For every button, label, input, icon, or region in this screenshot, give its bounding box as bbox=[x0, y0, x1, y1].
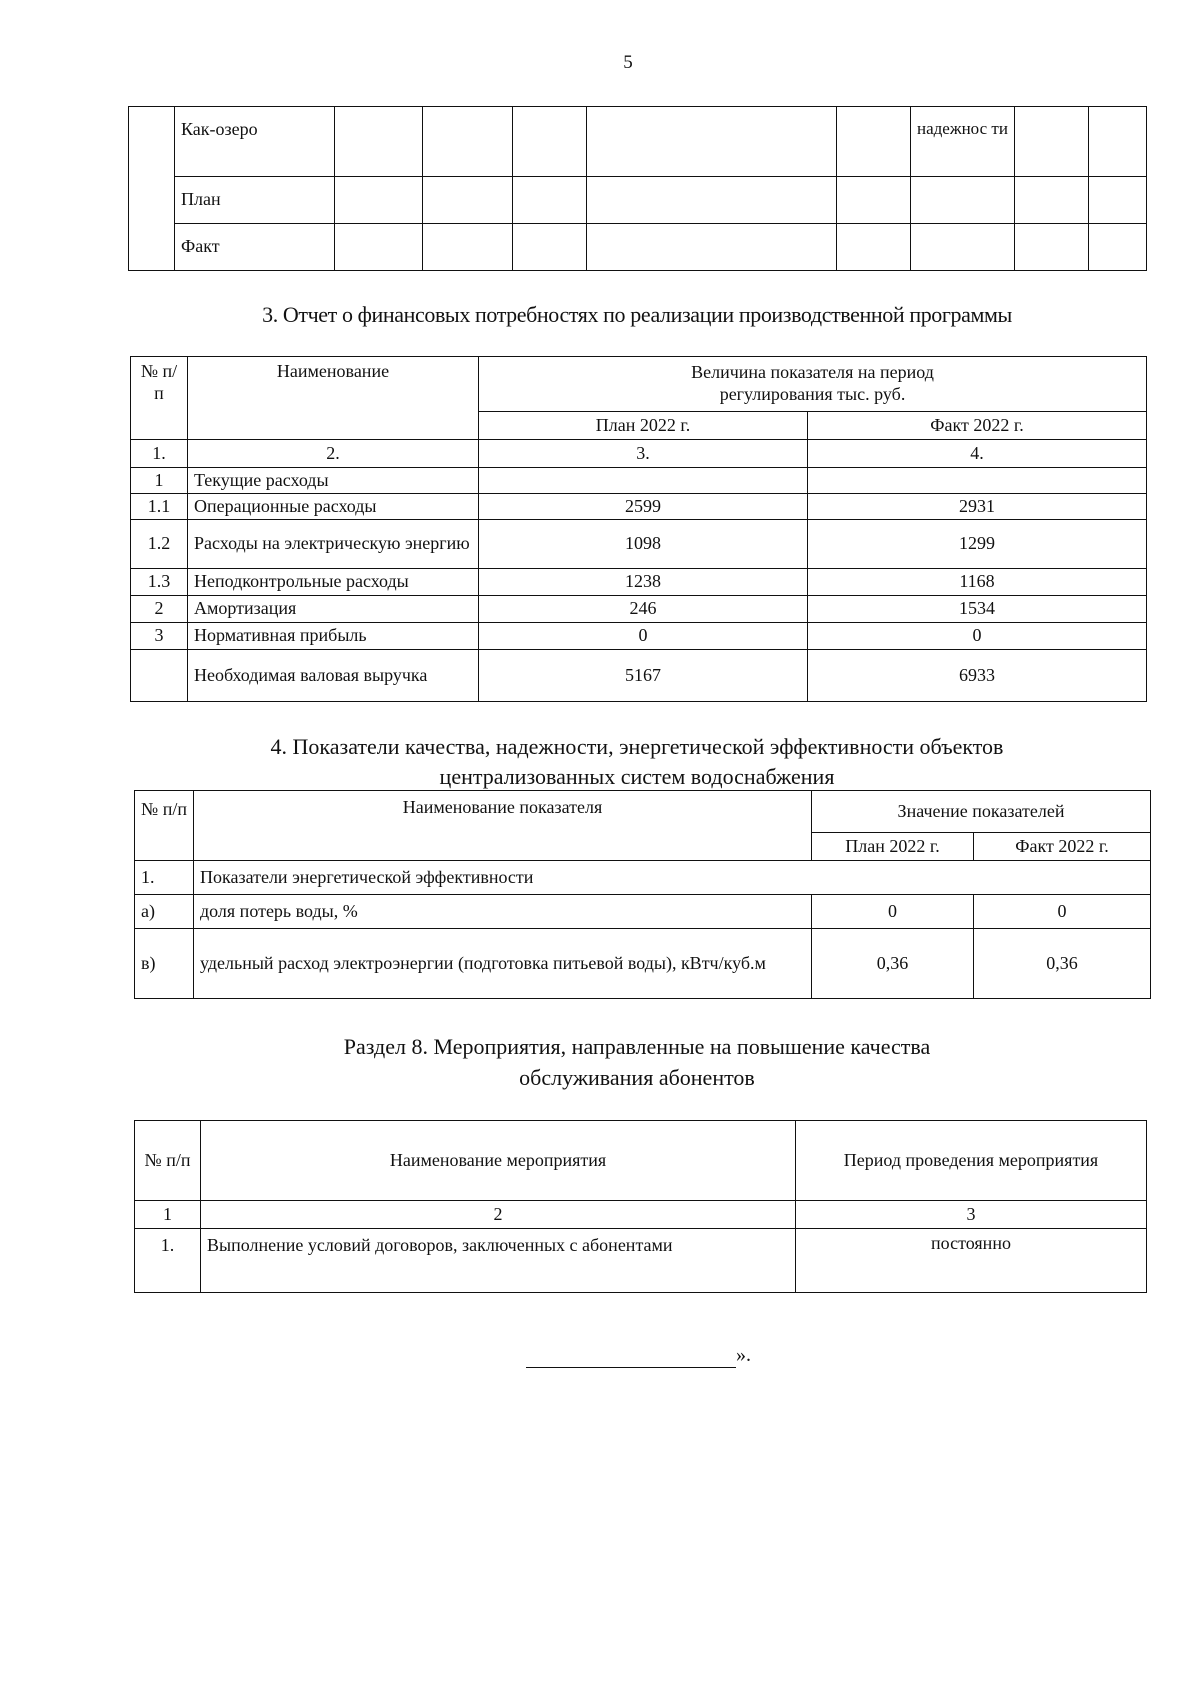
row-num: 1 bbox=[131, 468, 188, 494]
row-name: доля потерь воды, % bbox=[194, 895, 812, 929]
row-num bbox=[131, 650, 188, 702]
row-name: Выполнение условий договоров, заключенных с абонентами bbox=[201, 1229, 796, 1293]
row-num: 2 bbox=[131, 596, 188, 623]
quality-header-fact: Факт 2022 г. bbox=[974, 833, 1151, 861]
row-name: Необходимая валовая выручка bbox=[188, 650, 479, 702]
quality-indicators-table bbox=[134, 790, 1151, 999]
table-row bbox=[131, 468, 1147, 494]
section8-title-line2: обслуживания абонентов bbox=[519, 1065, 755, 1090]
measures-header-num: № п/п bbox=[135, 1121, 201, 1201]
table-row bbox=[131, 520, 1147, 569]
reliability-note-cell: надежнос ти bbox=[911, 107, 1015, 177]
quality-header-value: Значение показателей bbox=[812, 791, 1151, 833]
group-num: 1. bbox=[135, 861, 194, 895]
row-num: в) bbox=[135, 929, 194, 999]
continuation-num-cell bbox=[129, 107, 175, 271]
row-fact: 0 bbox=[808, 623, 1147, 650]
row-name: Амортизация bbox=[188, 596, 479, 623]
object-name-cell: Как-озеро bbox=[175, 107, 335, 177]
fin-colnum: 2. bbox=[188, 440, 479, 468]
row-name: удельный расход электроэнергии (подготовка питьевой воды), кВтч/куб.м bbox=[194, 929, 812, 999]
row-fact: 1534 bbox=[808, 596, 1147, 623]
row-plan bbox=[479, 468, 808, 494]
row-fact: 2931 bbox=[808, 494, 1147, 520]
row-num: 1.2 bbox=[131, 520, 188, 569]
section4-title-line1: 4. Показатели качества, надежности, энергетической эффективности объектов bbox=[270, 734, 1004, 759]
row-plan: 0 bbox=[812, 895, 974, 929]
financial-needs-table bbox=[130, 356, 1147, 702]
quality-header-name: Наименование показателя bbox=[194, 791, 812, 861]
row-period: постоянно bbox=[796, 1229, 1147, 1293]
row-name: Текущие расходы bbox=[188, 468, 479, 494]
closing-mark: ». bbox=[736, 1344, 751, 1366]
measures-colnum: 3 bbox=[796, 1201, 1147, 1229]
fin-colnum: 1. bbox=[131, 440, 188, 468]
measures-header-name: Наименование мероприятия bbox=[201, 1121, 796, 1201]
row-fact: 1299 bbox=[808, 520, 1147, 569]
quality-header-plan: План 2022 г. bbox=[812, 833, 974, 861]
row-plan: 1238 bbox=[479, 569, 808, 596]
section8-title-line1: Раздел 8. Мероприятия, направленные на повышение качества bbox=[343, 1034, 931, 1059]
table-row bbox=[131, 596, 1147, 623]
quality-header-num: № п/п bbox=[135, 791, 194, 861]
plan-row-label: План bbox=[175, 177, 335, 224]
measures-table bbox=[134, 1120, 1147, 1293]
table-row bbox=[131, 650, 1147, 702]
fin-header-name: Наименование bbox=[188, 357, 479, 440]
row-name: Операционные расходы bbox=[188, 494, 479, 520]
measures-header-period: Период проведения мероприятия bbox=[796, 1121, 1147, 1201]
row-num: 3 bbox=[131, 623, 188, 650]
measures-colnum: 1 bbox=[135, 1201, 201, 1229]
fact-row-label: Факт bbox=[175, 224, 335, 271]
table-row bbox=[135, 1229, 1147, 1293]
row-plan: 0 bbox=[479, 623, 808, 650]
row-fact: 0 bbox=[974, 895, 1151, 929]
table-row bbox=[135, 895, 1151, 929]
row-name: Неподконтрольные расходы bbox=[188, 569, 479, 596]
fin-colnum: 3. bbox=[479, 440, 808, 468]
table-row bbox=[131, 569, 1147, 596]
row-name: Нормативная прибыль bbox=[188, 623, 479, 650]
table-row bbox=[135, 929, 1151, 999]
fin-header-plan: План 2022 г. bbox=[479, 412, 808, 440]
row-num: 1.3 bbox=[131, 569, 188, 596]
closing-underline bbox=[526, 1367, 736, 1368]
fin-header-num: № п/п bbox=[131, 357, 188, 440]
measures-colnum: 2 bbox=[201, 1201, 796, 1229]
row-plan: 246 bbox=[479, 596, 808, 623]
row-num: а) bbox=[135, 895, 194, 929]
table-row bbox=[131, 623, 1147, 650]
fin-header-fact: Факт 2022 г. bbox=[808, 412, 1147, 440]
table-row bbox=[135, 861, 1151, 895]
row-name: Расходы на электрическую энергию bbox=[188, 520, 479, 569]
row-fact: 6933 bbox=[808, 650, 1147, 702]
table-row bbox=[131, 494, 1147, 520]
fin-colnum: 4. bbox=[808, 440, 1147, 468]
row-num: 1.1 bbox=[131, 494, 188, 520]
group-name: Показатели энергетической эффективности bbox=[194, 861, 1151, 895]
row-fact: 0,36 bbox=[974, 929, 1151, 999]
row-plan: 1098 bbox=[479, 520, 808, 569]
row-num: 1. bbox=[135, 1229, 201, 1293]
section4-title-line2: централизованных систем водоснабжения bbox=[439, 764, 835, 789]
row-fact bbox=[808, 468, 1147, 494]
row-plan: 5167 bbox=[479, 650, 808, 702]
row-plan: 2599 bbox=[479, 494, 808, 520]
page-number: 5 bbox=[623, 52, 633, 73]
section3-title: 3. Отчет о финансовых потребностях по реализации производственной программы bbox=[262, 302, 1012, 327]
row-plan: 0,36 bbox=[812, 929, 974, 999]
continuation-table bbox=[128, 106, 1147, 271]
fin-header-value: Величина показателя на период регулирования тыс. руб. bbox=[479, 357, 1147, 412]
row-fact: 1168 bbox=[808, 569, 1147, 596]
